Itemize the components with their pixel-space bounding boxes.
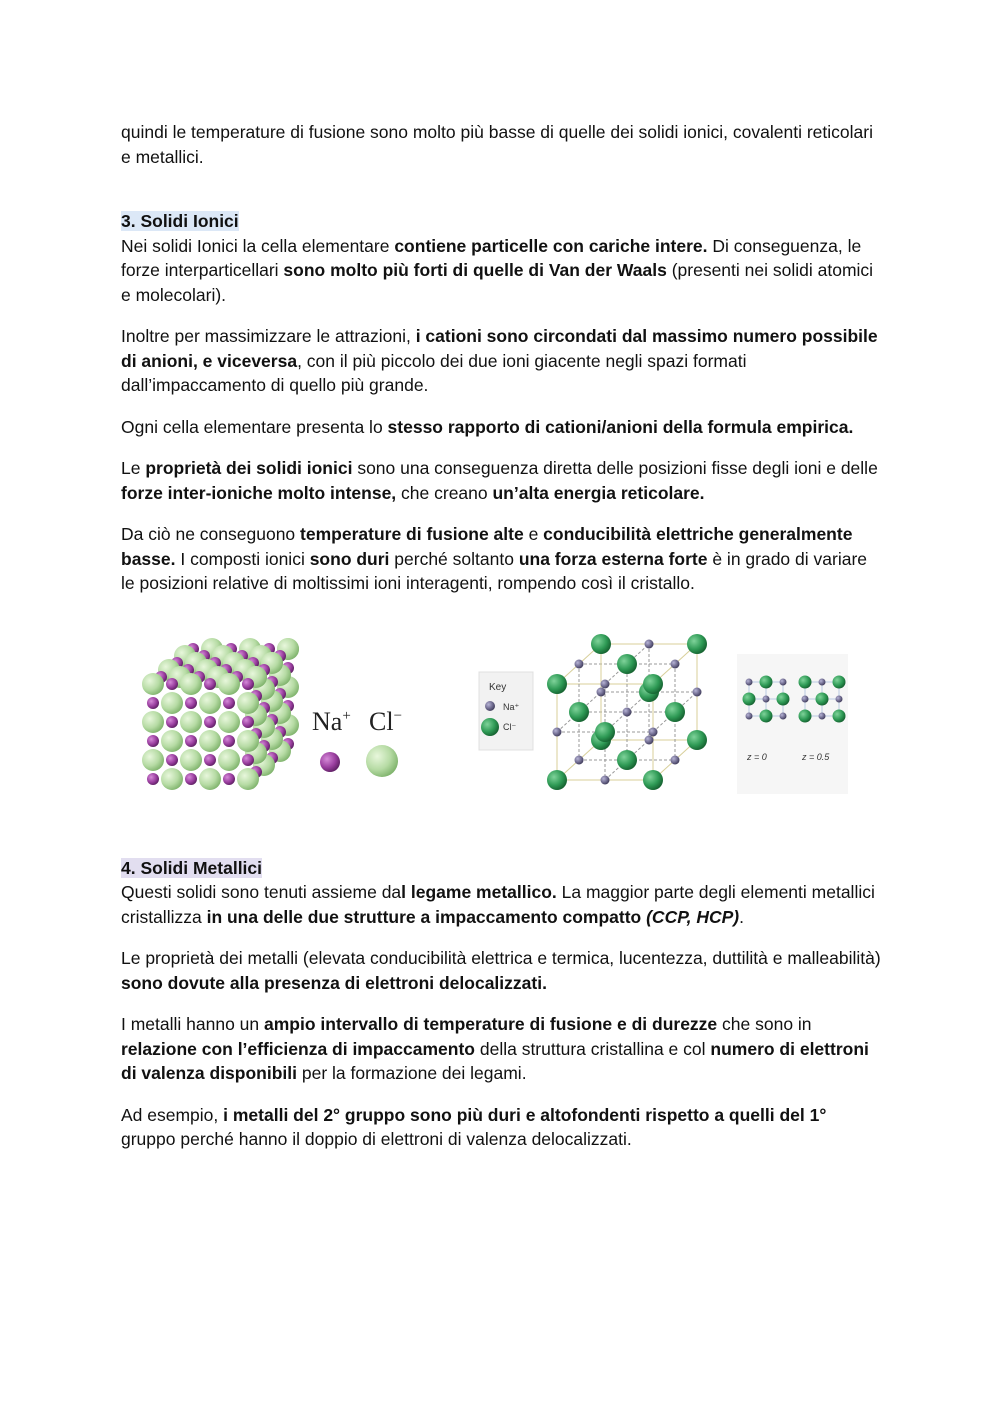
cl-ion [237,692,259,714]
na-ion [223,735,235,747]
na-ion [147,735,159,747]
key-na-sphere [485,701,495,711]
cl-ion [180,749,202,771]
cl-ion [743,692,756,705]
key-cl-sphere [481,718,499,736]
na-ion [746,678,753,685]
na-ion [746,712,753,719]
cl-ion [833,675,846,688]
cl-ion [218,711,240,733]
na-ion [223,697,235,709]
cl-ion [665,702,685,722]
section-4-heading: 4. Solidi Metallici [121,857,263,878]
na-ion [836,695,843,702]
na-ion [623,707,632,716]
cl-ion [180,711,202,733]
na-ion [649,727,658,736]
cl-ion [591,634,611,654]
key-cl-label: Cl⁻ [503,721,517,732]
section-3-paragraph-4: Le proprietà dei solidi ionici sono una conseguenza diretta delle posizioni fisse degli ioni e delle forze inter-ioniche molto intense, che creano un’alta energia reticolare. [121,458,878,503]
cl-ion [180,673,202,695]
na-ion [242,716,254,728]
na-ion [597,687,606,696]
na-ion [166,678,178,690]
cl-ion [218,749,240,771]
nacl-unit-cell-figure [475,628,850,800]
cl-label: Cl− [369,706,403,736]
na-ion [645,639,654,648]
cl-ion [595,722,615,742]
cl-ion [547,770,567,790]
section-4-paragraph-4: Ad esempio, i metalli del 2° gruppo sono più duri e altofondenti rispetto a quelli del 1° gruppo perché hanno il doppio di elettroni di valenza delocalizzati. [121,1104,827,1149]
cl-ion [142,749,164,771]
na-ion [780,712,787,719]
unit-cell-lattice [547,634,707,790]
na-ion [601,679,610,688]
section-3-paragraph-5: Da ciò ne conseguono temperature di fusione alte e conducibilità elettriche generalmente basse. I composti ionici sono duri perché soltanto una forza esterna forte è in grado di variare le posizioni relative di moltissimi ioni interagenti, rompendo così il cristallo. [121,524,868,593]
z05-label: z = 0.5 [802,751,830,762]
layer-z05-diagram [799,675,846,722]
na-ion [242,754,254,766]
key-box [479,672,533,750]
cl-ion [799,709,812,722]
cl-ion [161,768,183,790]
cl-legend-sphere [366,745,398,777]
cl-ion [142,711,164,733]
na-ion [645,735,654,744]
nacl-packed-crystal-figure [141,628,431,800]
na-ion [147,773,159,785]
na-legend-sphere [320,752,340,772]
section-3-paragraph-3: Ogni cella elementare presenta lo stesso rapporto di cationi/anioni della formula empirica. [121,416,854,437]
cl-ion [569,702,589,722]
na-ion [204,678,216,690]
na-ion [242,678,254,690]
section-3-paragraph-2: Inoltre per massimizzare le attrazioni, i cationi sono circondati dal massimo numero possibile di anioni, e viceversa, con il più piccolo dei due ioni giacente negli spazi formati dall’impaccamento di quello più grande. [121,326,878,395]
na-ion [671,755,680,764]
section-4-paragraph-3: I metalli hanno un ampio intervallo di temperature di fusione e di durezze che sono in relazione con l’efficienza di impaccamento della struttura cristallina e col numero di elettroni di valenza disponibili per la formazione dei legami. [121,1014,869,1083]
document-page [121,120,881,1169]
cl-ion [760,709,773,722]
key-title: Key [489,681,507,693]
cl-ion [687,634,707,654]
layer-z0-diagram [743,675,790,722]
ionic-crystal-figures [121,628,881,800]
cl-ion [833,709,846,722]
na-ion [780,678,787,685]
cl-ion [760,675,773,688]
section-3-heading: 3. Solidi Ionici [121,211,239,231]
cl-ion [161,692,183,714]
cl-ion [816,692,829,705]
intro-paragraph: quindi le temperature di fusione sono molto più basse di quelle dei solidi ionici, covalenti reticolari e metallici. [121,122,873,167]
na-ion [575,659,584,668]
na-ion [166,716,178,728]
key-na-label: Na⁺ [503,701,520,712]
na-ion [819,712,826,719]
na-ion [553,727,562,736]
na-ion [223,773,235,785]
na-ion [204,716,216,728]
cl-ion [199,768,221,790]
cl-ion [218,673,240,695]
na-ion [204,754,216,766]
section-4-paragraph-2: Le proprietà dei metalli (elevata conducibilità elettrica e termica, lucentezza, duttilità e malleabilità) sono dovute alla presenza di elettroni delocalizzati. [121,948,881,993]
section-3-paragraph-1: Nei solidi Ionici la cella elementare contiene particelle con cariche intere. Di conseguenza, le forze interparticellari sono molto più forti di quelle di Van der Waals (presenti nei solidi atomici e molecolari). [121,235,874,305]
na-ion [763,695,770,702]
layer-diagrams [737,654,848,794]
cl-ion [199,692,221,714]
na-ion [147,697,159,709]
section-4-paragraph-1: Questi solidi sono tenuti assieme dal legame metallico. La maggior parte degli elementi metallici cristallizza in una delle due strutture a impaccamento compatto (CCP, HCP). [121,882,875,927]
cl-ion [237,768,259,790]
cl-ion [643,674,663,694]
na-ion [166,754,178,766]
nacl-crystal-lattice [142,638,299,790]
cl-ion [237,730,259,752]
cl-ion [199,730,221,752]
cl-ion [799,675,812,688]
na-ion [185,697,197,709]
na-ion [575,755,584,764]
na-ion [185,735,197,747]
cl-ion [617,654,637,674]
cl-ion [161,730,183,752]
na-label: Na+ [312,706,351,736]
na-ion [819,678,826,685]
cl-ion [777,692,790,705]
cl-ion [547,674,567,694]
z0-label: z = 0 [747,751,767,762]
cl-ion [142,673,164,695]
na-ion [601,775,610,784]
na-ion [671,659,680,668]
cl-ion [687,730,707,750]
cl-ion [643,770,663,790]
cl-ion [617,750,637,770]
na-ion [802,695,809,702]
na-ion [185,773,197,785]
na-ion [693,687,702,696]
